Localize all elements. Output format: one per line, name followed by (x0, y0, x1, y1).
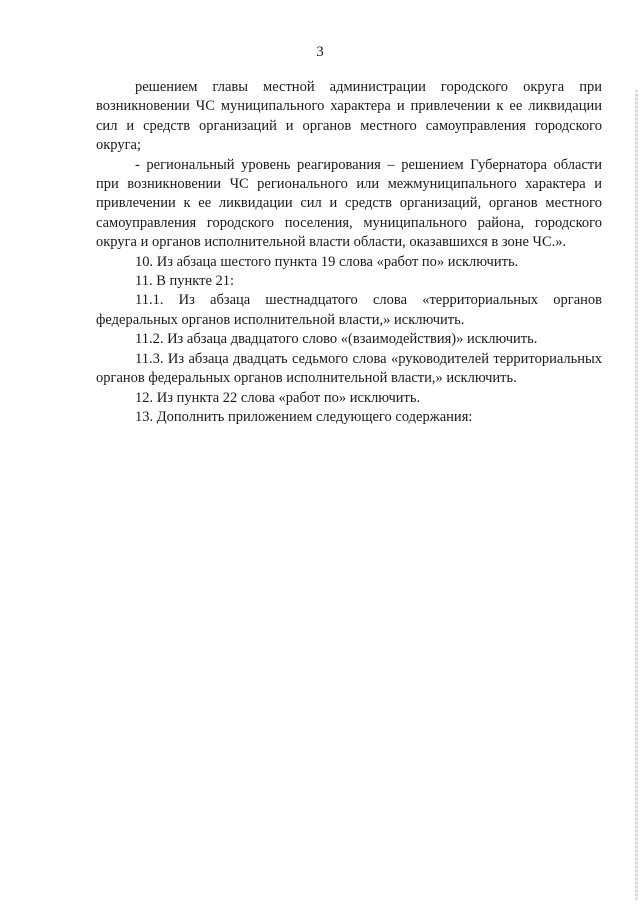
paragraph-regional-level: - региональный уровень реагирования – решением Губернатора области при возникновении ЧС регионального или межмуниципального характера и привлечении к ее ликвидации сил и средств организаций, органов местного самоуправления городского поселения, муниципального района, городского округа и органов исполнительной власти области, оказавшихся в зоне ЧС.». (96, 156, 602, 251)
scan-edge-artifact (635, 90, 638, 900)
paragraph-item-12: 12. Из пункта 22 слова «работ по» исключить. (135, 389, 421, 406)
paragraph-item-13: 13. Дополнить приложением следующего содержания: (135, 408, 473, 425)
paragraph-local-level: решением главы местной администрации городского округа при возникновении ЧС муниципального характера и привлечении к ее ликвидации сил и средств организаций и органов местного самоуправления городского округа; (96, 79, 602, 154)
paragraph-item-10: 10. Из абзаца шестого пункта 19 слова «работ по» исключить. (135, 253, 519, 270)
paragraph-item-11-2: 11.2. Из абзаца двадцатого слово «(взаимодействия)» исключить. (135, 331, 538, 348)
paragraph-item-11: 11. В пункте 21: (135, 273, 235, 290)
page-number: 3 (316, 44, 324, 60)
document-body (96, 78, 602, 427)
paragraph-item-11-3: 11.3. Из абзаца двадцать седьмого слова «руководителей территориальных органов федеральных органов исполнительной власти,» исключить. (96, 350, 602, 387)
paragraph-item-11-1: 11.1. Из абзаца шестнадцатого слова «территориальных органов федеральных органов исполнительной власти,» исключить. (96, 292, 602, 328)
